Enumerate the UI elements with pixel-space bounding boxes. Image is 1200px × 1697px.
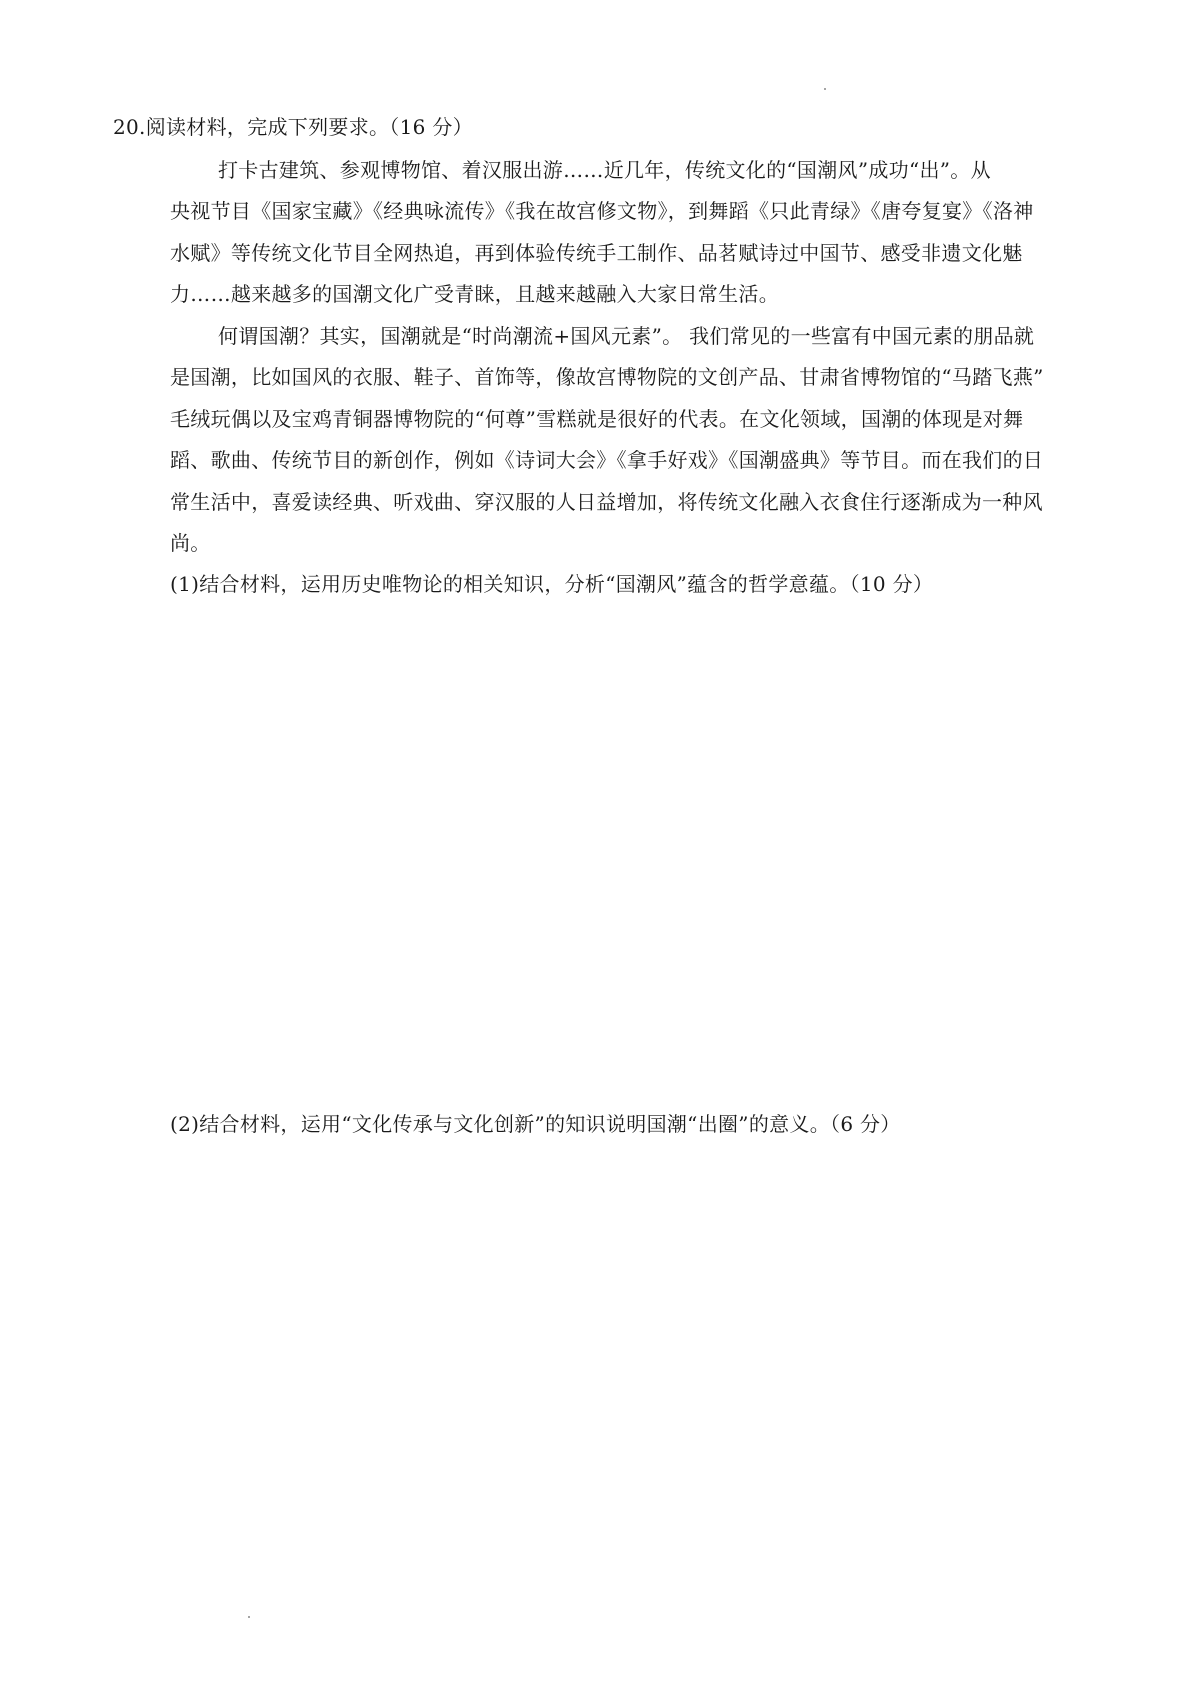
sub-question-1: (1)结合材料，运用历史唯物论的相关知识，分析“国潮风”蕴含的哲学意蕴。（10 分）: [170, 572, 934, 596]
scan-speck: [824, 88, 826, 90]
material-paragraph-1-line-1: 打卡古建筑、参观博物馆、着汉服出游……近几年，传统文化的“国潮风”成功“出”。从: [218, 158, 991, 182]
material-paragraph-1-line-2: 央视节目《国家宝藏》《经典咏流传》《我在故宫修文物》，到舞蹈《只此青绿》《唐夸复宴》《洛神: [170, 199, 1034, 223]
material-paragraph-2-line-5: 常生活中，喜爱读经典、听戏曲、穿汉服的人日益增加，将传统文化融入衣食住行逐渐成为一种风: [170, 490, 1043, 514]
material-paragraph-2-line-3: 毛绒玩偶以及宝鸡青铜器博物院的“何尊”雪糕就是很好的代表。在文化领域，国潮的体现是对舞: [170, 407, 1024, 431]
material-paragraph-2-line-6: 尚。: [170, 531, 211, 555]
material-paragraph-1-line-4: 力……越来越多的国潮文化广受青睐，且越来越融入大家日常生活。: [170, 282, 779, 306]
material-paragraph-2-line-2: 是国潮，比如国风的衣服、鞋子、首饰等，像故宫博物院的文创产品、甘肃省博物馆的“马踏飞燕”: [170, 365, 1044, 389]
material-paragraph-1-line-3: 水赋》等传统文化节目全网热追，再到体验传统手工制作、品茗赋诗过中国节、感受非遗文化魅: [170, 241, 1023, 265]
question-title: 20.阅读材料，完成下列要求。（16 分）: [113, 115, 473, 139]
material-paragraph-2-line-4: 蹈、歌曲、传统节目的新创作，例如《诗词大会》《拿手好戏》《国潮盛典》等节目。而在我们的日: [170, 448, 1044, 472]
material-paragraph-2-line-1: 何谓国潮？其实，国潮就是“时尚潮流+国风元素”。 我们常见的一些富有中国元素的朋品就: [218, 324, 1035, 348]
sub-question-2: (2)结合材料，运用“文化传承与文化创新”的知识说明国潮“出圈”的意义。（6 分）: [170, 1112, 901, 1136]
scan-speck: [248, 1616, 250, 1618]
